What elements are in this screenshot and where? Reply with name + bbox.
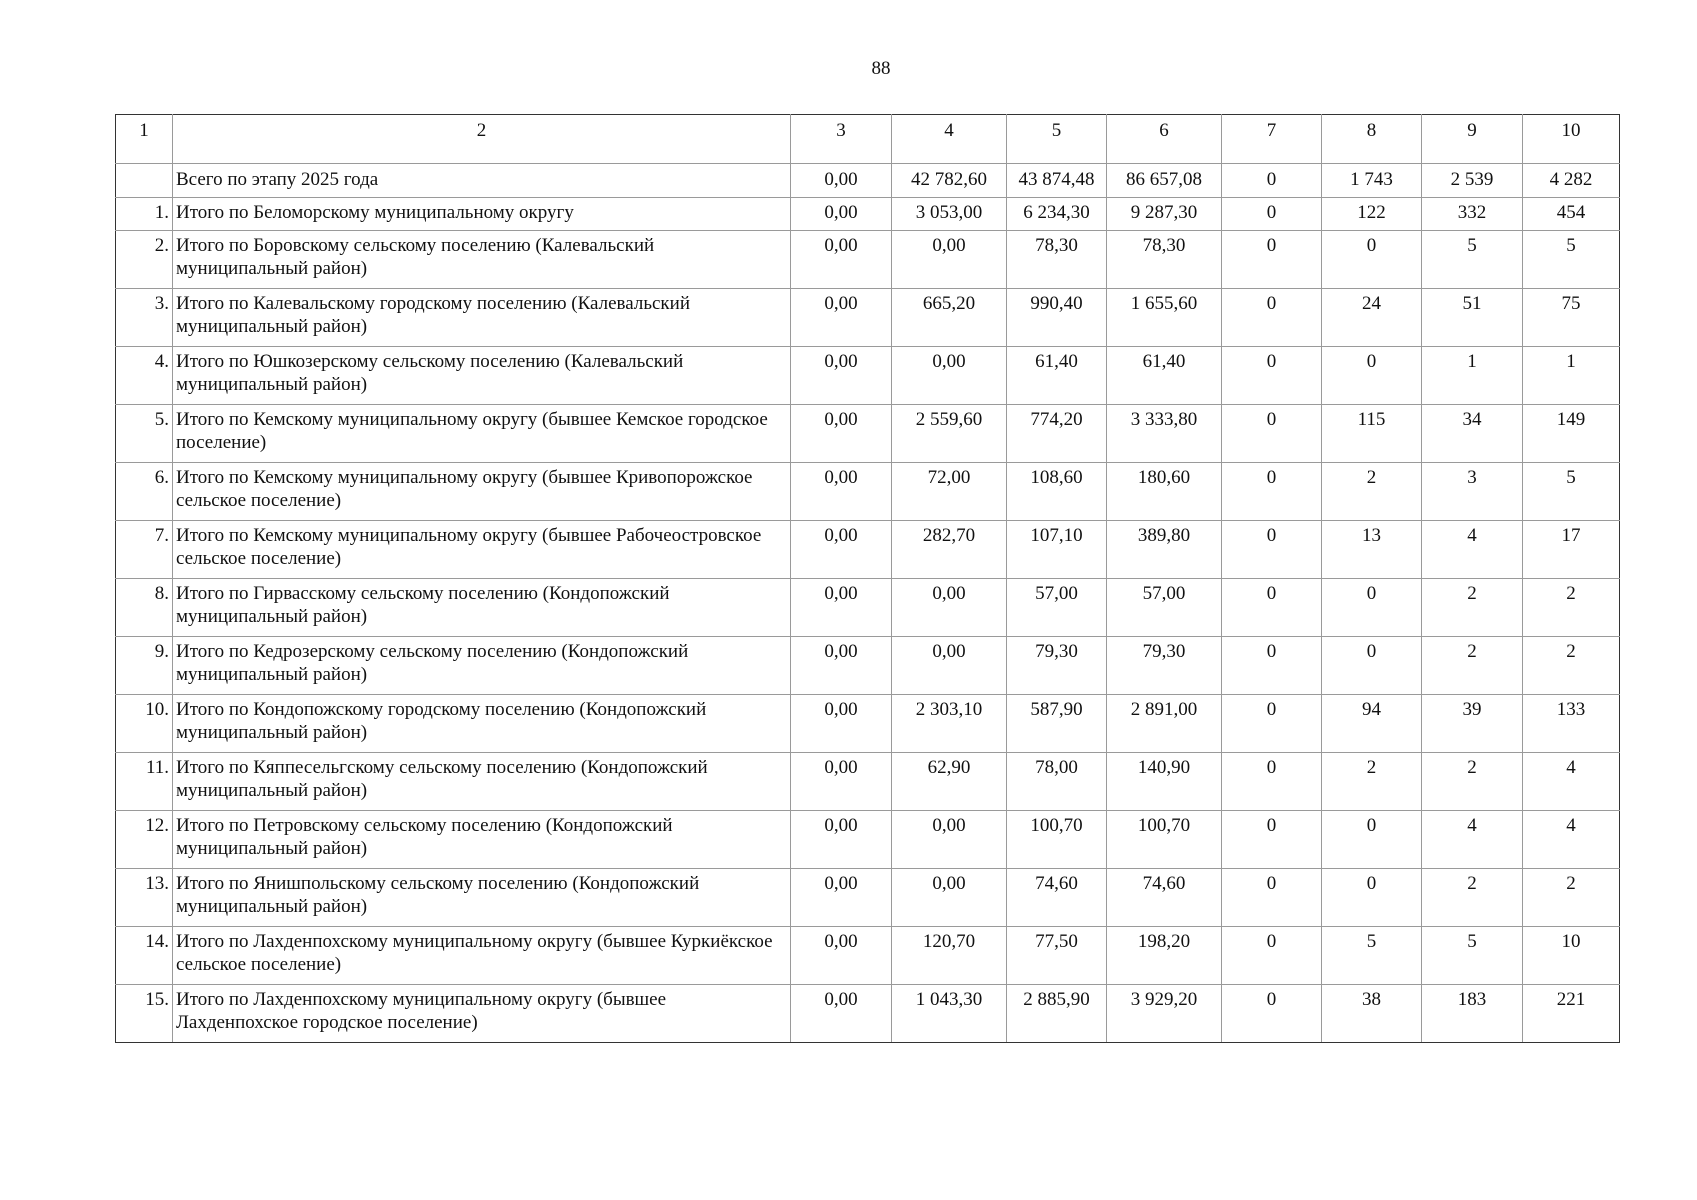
- cell-col7: 0: [1222, 811, 1322, 869]
- table-row: [116, 927, 1620, 985]
- cell-col4: 3 053,00: [892, 198, 1007, 231]
- cell-col7: 0: [1222, 985, 1322, 1043]
- cell-col10: 17: [1523, 521, 1620, 579]
- table-row: [116, 637, 1620, 695]
- row-number: 8.: [116, 579, 173, 637]
- cell-col9: 2 539: [1422, 164, 1523, 198]
- row-name: Итого по Гирвасскому сельскому поселению (Кондопожский муниципальный район): [173, 579, 791, 637]
- cell-col8: 0: [1322, 347, 1422, 405]
- row-name: Итого по Кемскому муниципальному округу (бывшее Кемское городское поселение): [173, 405, 791, 463]
- row-number: 7.: [116, 521, 173, 579]
- cell-col9: 4: [1422, 521, 1523, 579]
- cell-col9: 183: [1422, 985, 1523, 1043]
- cell-col10: 2: [1523, 579, 1620, 637]
- table-row: [116, 347, 1620, 405]
- row-name: Итого по Беломорскому муниципальному округу: [173, 198, 791, 231]
- cell-col7: 0: [1222, 289, 1322, 347]
- cell-col7: 0: [1222, 579, 1322, 637]
- cell-col3: 0,00: [791, 637, 892, 695]
- cell-col8: 2: [1322, 753, 1422, 811]
- cell-col3: 0,00: [791, 869, 892, 927]
- cell-col10: 4 282: [1523, 164, 1620, 198]
- table-row: [116, 869, 1620, 927]
- row-number: [116, 164, 173, 198]
- column-header: 8: [1322, 115, 1422, 164]
- table-row: [116, 231, 1620, 289]
- cell-col9: 51: [1422, 289, 1523, 347]
- row-number: 1.: [116, 198, 173, 231]
- cell-col3: 0,00: [791, 695, 892, 753]
- cell-col5: 78,00: [1007, 753, 1107, 811]
- cell-col3: 0,00: [791, 463, 892, 521]
- cell-col6: 74,60: [1107, 869, 1222, 927]
- row-number: 11.: [116, 753, 173, 811]
- cell-col5: 74,60: [1007, 869, 1107, 927]
- cell-col4: 62,90: [892, 753, 1007, 811]
- table-row: [116, 695, 1620, 753]
- cell-col10: 5: [1523, 231, 1620, 289]
- cell-col6: 140,90: [1107, 753, 1222, 811]
- cell-col6: 100,70: [1107, 811, 1222, 869]
- row-number: 10.: [116, 695, 173, 753]
- row-name: Итого по Лахденпохскому муниципальному округу (бывшее Лахденпохское городское поселение): [173, 985, 791, 1043]
- cell-col4: 0,00: [892, 811, 1007, 869]
- cell-col5: 107,10: [1007, 521, 1107, 579]
- cell-col10: 2: [1523, 637, 1620, 695]
- cell-col8: 0: [1322, 579, 1422, 637]
- cell-col7: 0: [1222, 521, 1322, 579]
- cell-col3: 0,00: [791, 753, 892, 811]
- cell-col10: 75: [1523, 289, 1620, 347]
- cell-col3: 0,00: [791, 289, 892, 347]
- row-number: 2.: [116, 231, 173, 289]
- cell-col7: 0: [1222, 869, 1322, 927]
- cell-col5: 774,20: [1007, 405, 1107, 463]
- cell-col3: 0,00: [791, 521, 892, 579]
- cell-col3: 0,00: [791, 811, 892, 869]
- cell-col4: 2 303,10: [892, 695, 1007, 753]
- cell-col5: 587,90: [1007, 695, 1107, 753]
- cell-col3: 0,00: [791, 405, 892, 463]
- cell-col4: 120,70: [892, 927, 1007, 985]
- row-number: 9.: [116, 637, 173, 695]
- table-row: [116, 753, 1620, 811]
- table-row: [116, 985, 1620, 1043]
- table-row: [116, 289, 1620, 347]
- cell-col4: 0,00: [892, 579, 1007, 637]
- row-name: Итого по Янишпольскому сельскому поселению (Кондопожский муниципальный район): [173, 869, 791, 927]
- cell-col7: 0: [1222, 198, 1322, 231]
- cell-col9: 39: [1422, 695, 1523, 753]
- cell-col10: 4: [1523, 753, 1620, 811]
- cell-col7: 0: [1222, 164, 1322, 198]
- cell-col8: 24: [1322, 289, 1422, 347]
- row-name: Итого по Кемскому муниципальному округу (бывшее Рабочеостровское сельское поселение): [173, 521, 791, 579]
- cell-col8: 0: [1322, 811, 1422, 869]
- cell-col8: 122: [1322, 198, 1422, 231]
- cell-col8: 2: [1322, 463, 1422, 521]
- table-row: [116, 521, 1620, 579]
- cell-col10: 4: [1523, 811, 1620, 869]
- page-number: 88: [871, 58, 891, 79]
- cell-col10: 221: [1523, 985, 1620, 1043]
- cell-col4: 0,00: [892, 231, 1007, 289]
- table-row: [116, 198, 1620, 231]
- row-name: Итого по Боровскому сельскому поселению (Калевальский муниципальный район): [173, 231, 791, 289]
- cell-col9: 332: [1422, 198, 1523, 231]
- table-body: [116, 115, 1620, 1043]
- cell-col5: 100,70: [1007, 811, 1107, 869]
- row-number: 14.: [116, 927, 173, 985]
- table-row: [116, 463, 1620, 521]
- cell-col8: 94: [1322, 695, 1422, 753]
- cell-col4: 42 782,60: [892, 164, 1007, 198]
- cell-col4: 0,00: [892, 347, 1007, 405]
- cell-col5: 79,30: [1007, 637, 1107, 695]
- cell-col4: 2 559,60: [892, 405, 1007, 463]
- row-name: Итого по Лахденпохскому муниципальному округу (бывшее Куркиёкское сельское поселение): [173, 927, 791, 985]
- cell-col7: 0: [1222, 695, 1322, 753]
- cell-col6: 3 929,20: [1107, 985, 1222, 1043]
- cell-col5: 2 885,90: [1007, 985, 1107, 1043]
- cell-col6: 389,80: [1107, 521, 1222, 579]
- cell-col3: 0,00: [791, 231, 892, 289]
- cell-col7: 0: [1222, 637, 1322, 695]
- cell-col7: 0: [1222, 231, 1322, 289]
- cell-col4: 0,00: [892, 637, 1007, 695]
- row-name: Итого по Кондопожскому городскому поселению (Кондопожский муниципальный район): [173, 695, 791, 753]
- column-header: 6: [1107, 115, 1222, 164]
- cell-col10: 133: [1523, 695, 1620, 753]
- cell-col10: 10: [1523, 927, 1620, 985]
- cell-col5: 43 874,48: [1007, 164, 1107, 198]
- cell-col4: 72,00: [892, 463, 1007, 521]
- cell-col8: 0: [1322, 637, 1422, 695]
- cell-col5: 990,40: [1007, 289, 1107, 347]
- row-number: 12.: [116, 811, 173, 869]
- cell-col3: 0,00: [791, 927, 892, 985]
- table-row: [116, 405, 1620, 463]
- cell-col6: 2 891,00: [1107, 695, 1222, 753]
- cell-col6: 9 287,30: [1107, 198, 1222, 231]
- cell-col5: 57,00: [1007, 579, 1107, 637]
- table-row: [116, 811, 1620, 869]
- cell-col4: 1 043,30: [892, 985, 1007, 1043]
- cell-col6: 3 333,80: [1107, 405, 1222, 463]
- cell-col4: 665,20: [892, 289, 1007, 347]
- cell-col6: 57,00: [1107, 579, 1222, 637]
- cell-col6: 198,20: [1107, 927, 1222, 985]
- header-row: [116, 115, 1620, 164]
- cell-col3: 0,00: [791, 198, 892, 231]
- column-header: 10: [1523, 115, 1620, 164]
- cell-col5: 78,30: [1007, 231, 1107, 289]
- row-name: Всего по этапу 2025 года: [173, 164, 791, 198]
- cell-col10: 454: [1523, 198, 1620, 231]
- cell-col6: 61,40: [1107, 347, 1222, 405]
- cell-col4: 0,00: [892, 869, 1007, 927]
- cell-col10: 1: [1523, 347, 1620, 405]
- cell-col9: 4: [1422, 811, 1523, 869]
- row-number: 3.: [116, 289, 173, 347]
- cell-col9: 2: [1422, 869, 1523, 927]
- cell-col8: 5: [1322, 927, 1422, 985]
- cell-col9: 1: [1422, 347, 1523, 405]
- cell-col7: 0: [1222, 927, 1322, 985]
- column-header: 7: [1222, 115, 1322, 164]
- cell-col10: 2: [1523, 869, 1620, 927]
- column-header: 4: [892, 115, 1007, 164]
- cell-col5: 6 234,30: [1007, 198, 1107, 231]
- cell-col7: 0: [1222, 753, 1322, 811]
- cell-col8: 13: [1322, 521, 1422, 579]
- cell-col10: 5: [1523, 463, 1620, 521]
- cell-col9: 5: [1422, 927, 1523, 985]
- row-name: Итого по Юшкозерскому сельскому поселению (Калевальский муниципальный район): [173, 347, 791, 405]
- cell-col8: 0: [1322, 231, 1422, 289]
- cell-col3: 0,00: [791, 579, 892, 637]
- cell-col7: 0: [1222, 463, 1322, 521]
- cell-col6: 78,30: [1107, 231, 1222, 289]
- cell-col8: 115: [1322, 405, 1422, 463]
- cell-col7: 0: [1222, 347, 1322, 405]
- cell-col8: 1 743: [1322, 164, 1422, 198]
- cell-col9: 2: [1422, 753, 1523, 811]
- cell-col6: 79,30: [1107, 637, 1222, 695]
- cell-col10: 149: [1523, 405, 1620, 463]
- cell-col6: 86 657,08: [1107, 164, 1222, 198]
- cell-col9: 2: [1422, 579, 1523, 637]
- cell-col3: 0,00: [791, 347, 892, 405]
- cell-col7: 0: [1222, 405, 1322, 463]
- cell-col6: 180,60: [1107, 463, 1222, 521]
- cell-col8: 38: [1322, 985, 1422, 1043]
- cell-col9: 2: [1422, 637, 1523, 695]
- row-name: Итого по Кяппесельгскому сельскому поселению (Кондопожский муниципальный район): [173, 753, 791, 811]
- row-number: 6.: [116, 463, 173, 521]
- cell-col9: 34: [1422, 405, 1523, 463]
- cell-col4: 282,70: [892, 521, 1007, 579]
- column-header: 1: [116, 115, 173, 164]
- column-header: 5: [1007, 115, 1107, 164]
- row-number: 15.: [116, 985, 173, 1043]
- cell-col5: 61,40: [1007, 347, 1107, 405]
- row-number: 13.: [116, 869, 173, 927]
- row-name: Итого по Калевальскому городскому поселению (Калевальский муниципальный район): [173, 289, 791, 347]
- cell-col8: 0: [1322, 869, 1422, 927]
- cell-col9: 5: [1422, 231, 1523, 289]
- cell-col3: 0,00: [791, 985, 892, 1043]
- column-header: 3: [791, 115, 892, 164]
- row-name: Итого по Петровскому сельскому поселению (Кондопожский муниципальный район): [173, 811, 791, 869]
- cell-col6: 1 655,60: [1107, 289, 1222, 347]
- column-header: 9: [1422, 115, 1523, 164]
- cell-col9: 3: [1422, 463, 1523, 521]
- table-row: [116, 579, 1620, 637]
- cell-col5: 108,60: [1007, 463, 1107, 521]
- total-row: [116, 164, 1620, 198]
- row-name: Итого по Кедрозерскому сельскому поселению (Кондопожский муниципальный район): [173, 637, 791, 695]
- column-header: 2: [173, 115, 791, 164]
- row-name: Итого по Кемскому муниципальному округу (бывшее Кривопорожское сельское поселение): [173, 463, 791, 521]
- data-table: [115, 114, 1620, 1043]
- cell-col3: 0,00: [791, 164, 892, 198]
- row-number: 5.: [116, 405, 173, 463]
- row-number: 4.: [116, 347, 173, 405]
- cell-col5: 77,50: [1007, 927, 1107, 985]
